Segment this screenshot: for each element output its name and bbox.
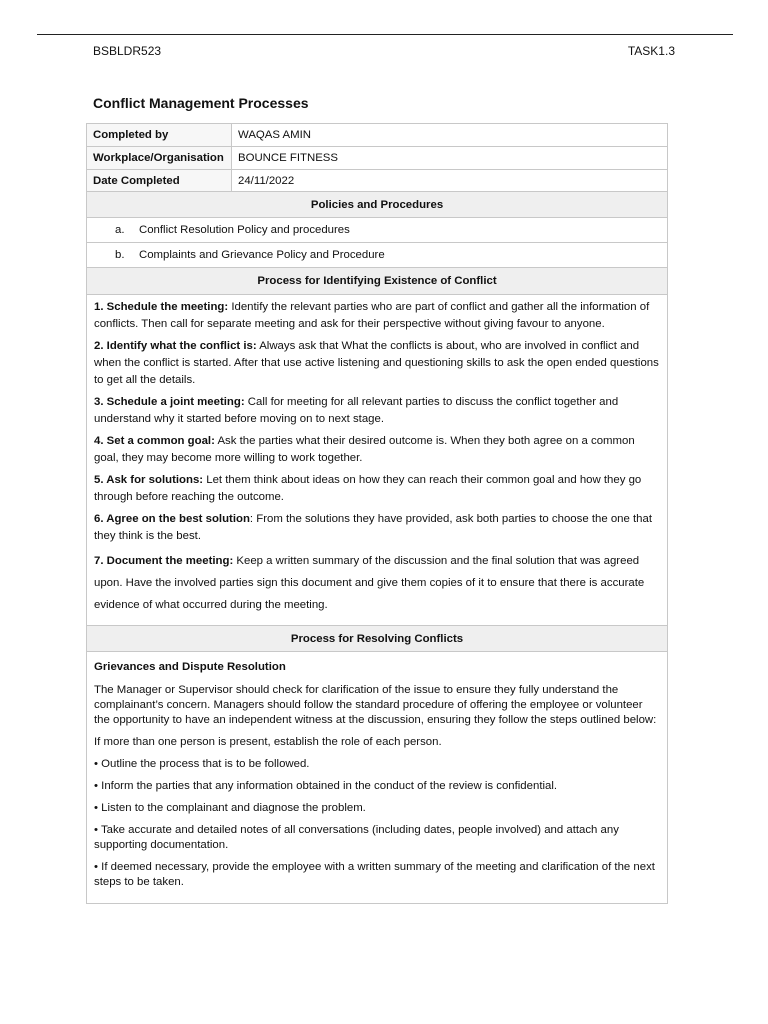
resolve-bullet: • If deemed necessary, provide the employee with a written summary of the meeting and clarification of the next steps to be taken. bbox=[94, 861, 655, 888]
step-text: Let them think about ideas on how they can reach their common goal and how they go through before reaching the outcome. bbox=[94, 474, 642, 503]
step-title: 1. Schedule the meeting: bbox=[94, 301, 229, 313]
info-row-completed-by bbox=[87, 124, 667, 147]
step-text: Identify the relevant parties who are part of conflict and gather all the information of conflicts. Then call for separate meeting and ask for their perspective without giving favour to anyone. bbox=[94, 301, 650, 330]
resolve-paragraph: If more than one person is present, establish the role of each person. bbox=[94, 736, 442, 748]
policy-text: Conflict Resolution Policy and procedures bbox=[139, 224, 350, 236]
step-title: 2. Identify what the conflict is: bbox=[94, 340, 257, 352]
workplace-value: BOUNCE FITNESS bbox=[238, 152, 338, 164]
identify-steps bbox=[87, 295, 667, 626]
step-paragraph bbox=[94, 433, 660, 467]
step-text: Always ask that What the conflicts is about, who are involved in conflict and when the conflict is started. After that use active listening and questioning skills to ask the open ended questions to get all the details. bbox=[94, 340, 659, 386]
task-code: TASK1.3 bbox=[627, 44, 675, 58]
policies-heading: Policies and Procedures bbox=[87, 192, 667, 218]
header-rule bbox=[37, 34, 733, 35]
step-paragraph bbox=[94, 511, 660, 545]
resolve-bullet: • Inform the parties that any information obtained in the conduct of the review is confidential. bbox=[94, 780, 558, 792]
identify-heading: Process for Identifying Existence of Conflict bbox=[87, 268, 667, 295]
resolve-intro: The Manager or Supervisor should check for clarification of the issue to ensure they fully understand the complainant’s concern. Managers should follow the standard procedure of offering the employee or volunteer the opportunity to have an independent witness at the discussion, ensuring they follow the steps outlined below: bbox=[94, 684, 657, 726]
step-paragraph bbox=[94, 550, 660, 616]
policy-marker: a. bbox=[115, 224, 125, 236]
step-title: 5. Ask for solutions: bbox=[94, 474, 204, 486]
completed-by-value: WAQAS AMIN bbox=[238, 129, 311, 141]
page-title: Conflict Management Processes bbox=[93, 95, 309, 111]
step-title: 7. Document the meeting: bbox=[94, 555, 234, 567]
date-value: 24/11/2022 bbox=[238, 174, 295, 187]
resolve-bullet: • Listen to the complainant and diagnose the problem. bbox=[94, 802, 366, 814]
policy-item bbox=[87, 218, 667, 243]
policy-text: Complaints and Grievance Policy and Procedure bbox=[139, 249, 385, 261]
step-paragraph bbox=[94, 472, 660, 506]
workplace-label: Workplace/Organisation bbox=[87, 147, 232, 169]
step-title: 4. Set a common goal: bbox=[94, 435, 215, 447]
info-row-workplace bbox=[87, 147, 667, 170]
resolve-bullet: • Outline the process that is to be followed. bbox=[94, 758, 310, 770]
step-paragraph bbox=[94, 394, 660, 428]
resolve-content bbox=[87, 652, 667, 903]
step-paragraph bbox=[94, 299, 660, 333]
step-text: Ask the parties what their desired outcome is. When they both agree on a common goal, they may become more willing to work together. bbox=[94, 435, 635, 464]
resolve-bullet: • Take accurate and detailed notes of all conversations (including dates, people involved) and attach any supporting documentation. bbox=[94, 824, 619, 851]
policy-marker: b. bbox=[115, 249, 125, 261]
step-title: 6. Agree on the best solution bbox=[94, 513, 250, 525]
date-label: Date Completed bbox=[87, 170, 232, 191]
resolve-heading: Process for Resolving Conflicts bbox=[87, 626, 667, 652]
step-text: : From the solutions they have provided, ask both parties to choose the one that they think is the best. bbox=[94, 513, 652, 542]
step-text: Call for meeting for all relevant parties to discuss the conflict together and understand why it started before moving on to next stage. bbox=[94, 396, 619, 425]
step-text: Keep a written summary of the discussion and the final solution that was agreed upon. Have the involved parties sign this document and give them copies of it to ensure that there is accurate evidence of what occurred during the meeting. bbox=[94, 555, 645, 611]
info-row-date bbox=[87, 170, 667, 192]
unit-code: BSBLDR523 bbox=[93, 44, 162, 58]
policy-item bbox=[87, 243, 667, 268]
step-paragraph bbox=[94, 338, 660, 389]
step-title: 3. Schedule a joint meeting: bbox=[94, 396, 245, 408]
resolve-subheading: Grievances and Dispute Resolution bbox=[94, 661, 286, 673]
completed-by-label: Completed by bbox=[87, 124, 232, 146]
process-table bbox=[86, 123, 668, 904]
